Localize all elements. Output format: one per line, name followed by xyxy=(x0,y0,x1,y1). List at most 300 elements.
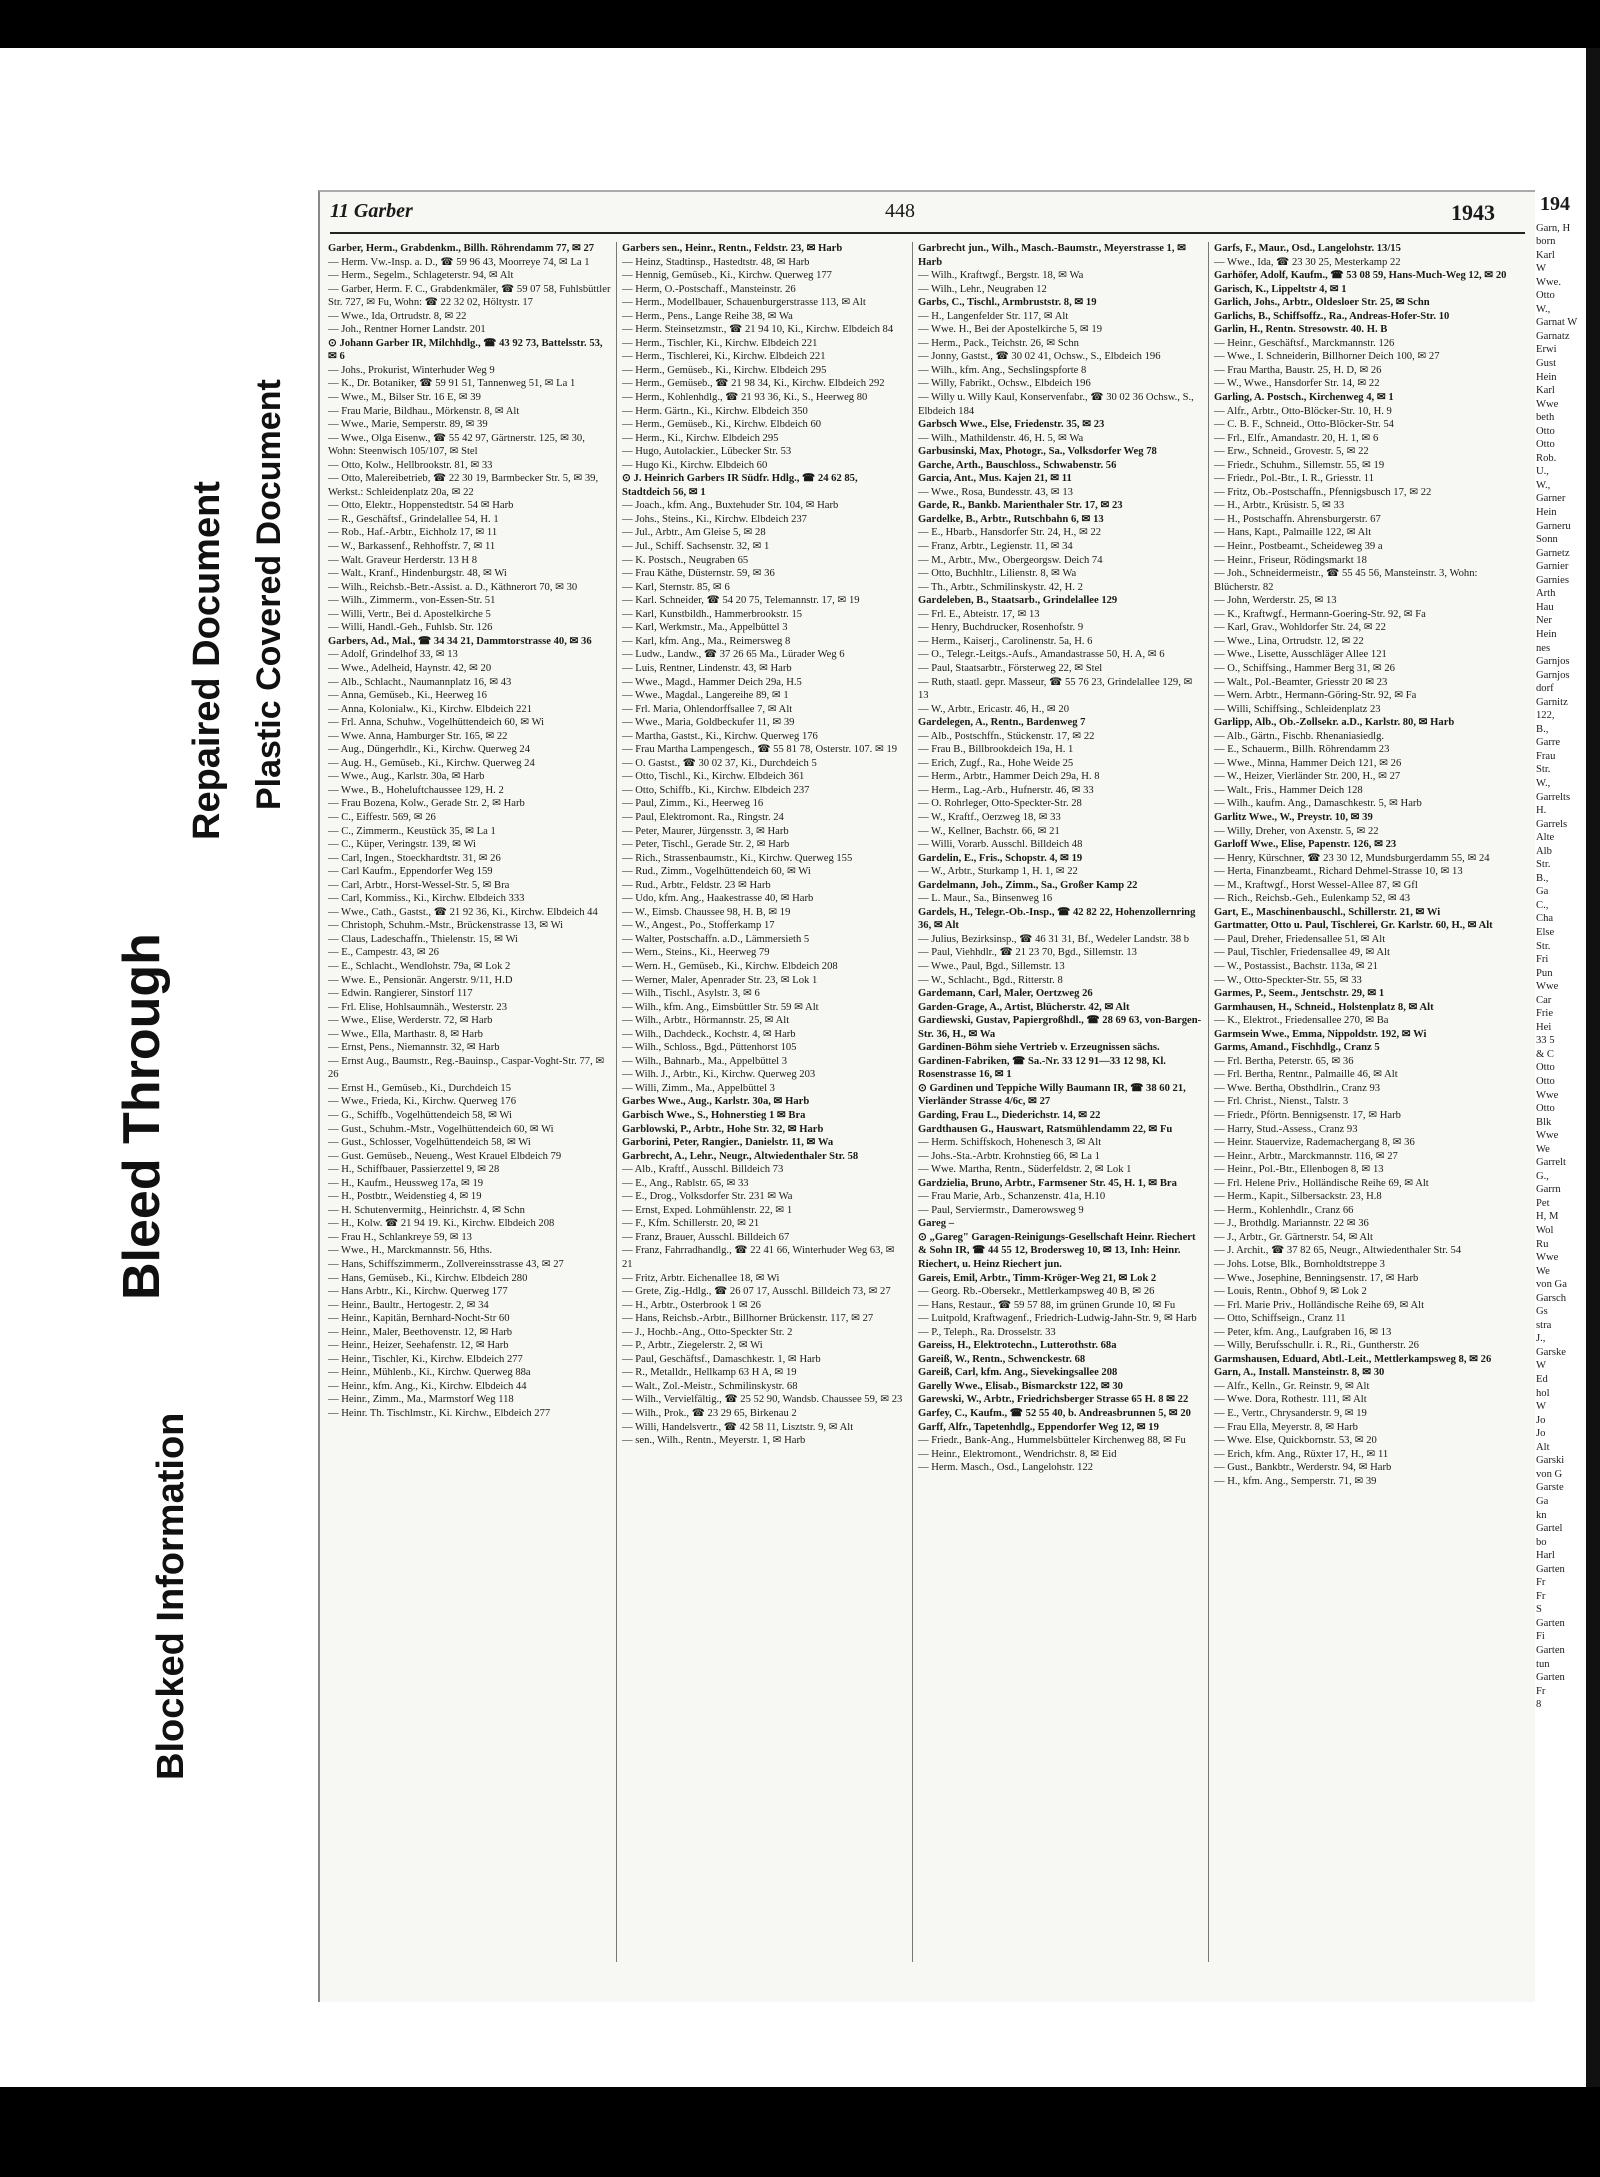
directory-entry: — H., Langenfelder Str. 117, ✉ Alt xyxy=(918,310,1069,322)
directory-entry: Garbes Wwe., Aug., Karlstr. 30a, ✉ Harb xyxy=(622,1096,810,1108)
adjacent-page-line: J., xyxy=(1536,1333,1546,1345)
directory-entry: — Hans, Schiffszimmerm., Zollvereinsstrasse 43, ✉ 27 xyxy=(328,1259,564,1271)
directory-entry: Garbers sen., Heinr., Rentn., Feldstr. 23, ✉ Harb xyxy=(622,243,843,254)
directory-entry: — Gust. Gemüseb., Neueng., West Krauel Elbdeich 79 xyxy=(328,1150,562,1162)
directory-entry: — W., Angest., Po., Stofferkamp 17 xyxy=(622,920,775,932)
directory-entry: — Wilh., Schloss., Bgd., Püttenhorst 105 xyxy=(622,1042,797,1054)
directory-entry: — Paul, Elektromont. Ra., Ringstr. 24 xyxy=(622,811,784,823)
directory-entry: Garff, Alfr., Tapetenhdlg., Eppendorfer Weg 12, ✉ 19 xyxy=(918,1421,1159,1433)
adjacent-page-line: Garner xyxy=(1536,493,1566,505)
directory-entry: Garling, A. Postsch., Kirchenweg 4, ✉ 1 xyxy=(1214,392,1394,404)
directory-entry: — Heinr., Friseur, Rödingsmarkt 18 xyxy=(1214,554,1367,566)
adjacent-page-line: Otto xyxy=(1536,439,1555,451)
directory-entry: — E., Drog., Volksdorfer Str. 231 ✉ Wa xyxy=(622,1191,793,1203)
directory-entry: Garblowski, P., Arbtr., Hohe Str. 32, ✉ Harb xyxy=(622,1123,824,1135)
directory-entry: — W., Arbtr., Ericastr. 46, H., ✉ 20 xyxy=(918,703,1070,715)
directory-entry: — Herm., Gemüseb., ☎ 21 98 34, Ki., Kirchw. Elbdeich 292 xyxy=(622,378,885,390)
adjacent-page-line: beth xyxy=(1536,412,1555,424)
adjacent-page-line: Wwe xyxy=(1536,981,1559,993)
adjacent-page-line: Otto xyxy=(1536,290,1555,302)
directory-entry: — H., Arbtr., Krüsistr. 5, ✉ 33 xyxy=(1214,500,1345,512)
adjacent-page-line: H, M xyxy=(1536,1211,1559,1223)
directory-entry: — Alb., Schlacht., Naumannplatz 16, ✉ 43 xyxy=(328,676,512,688)
adjacent-page-line: Wwe xyxy=(1536,1089,1559,1101)
directory-entry: — Otto, Schiffb., Ki., Kirchw. Elbdeich 237 xyxy=(622,784,810,796)
directory-entry: — Paul, Tischler, Friedensallee 49, ✉ Alt xyxy=(1214,947,1390,959)
directory-entry: — Friedr., Schuhm., Sillemstr. 55, ✉ 19 xyxy=(1214,459,1385,471)
directory-entry: — Paul, Zimm., Ki., Heerweg 16 xyxy=(622,798,764,810)
adjacent-page-line: Otto xyxy=(1536,1103,1555,1115)
directory-entry: — Joach., kfm. Ang., Buxtehuder Str. 104, ✉ Harb xyxy=(622,500,839,512)
directory-entry: Garbrecht, A., Lehr., Neugr., Altwiedenthaler Str. 58 xyxy=(622,1150,859,1162)
directory-entry: — E., Schlacht., Wendlohstr. 79a, ✉ Lok 2 xyxy=(328,960,511,972)
directory-entry: — Rud., Arbtr., Feldstr. 23 ✉ Harb xyxy=(622,879,771,891)
directory-entry: — Herm, O.-Postschaff., Mansteinstr. 26 xyxy=(622,283,796,295)
directory-entry: — E., Ang., Rablstr. 65, ✉ 33 xyxy=(622,1177,749,1189)
directory-entry: — Th., Arbtr., Schmilinskystr. 42, H. 2 xyxy=(918,581,1083,593)
directory-entry: — Wwe., Magd., Hammer Deich 29a, H.5 xyxy=(622,676,802,688)
adjacent-page-line: Garneru xyxy=(1536,520,1571,532)
directory-entry: — Wwe. Bertha, Obsthdlrin., Cranz 93 xyxy=(1214,1082,1381,1094)
directory-entry: — Wern. H., Gemüseb., Ki., Kirchw. Elbdeich 208 xyxy=(622,960,838,972)
adjacent-page-line: Jo xyxy=(1536,1428,1546,1440)
directory-entry: — W., Otto-Speckter-Str. 55, ✉ 33 xyxy=(1214,974,1362,986)
directory-entry: Garding, Frau L., Diederichstr. 14, ✉ 22 xyxy=(918,1110,1101,1121)
directory-entry: — Johs., Prokurist, Winterhuder Weg 9 xyxy=(328,364,495,376)
directory-entry: — Heinz, Stadtinsp., Hastedtstr. 48, ✉ Harb xyxy=(622,256,810,268)
adjacent-page-line: 122, xyxy=(1536,710,1555,722)
directory-entry: — W., Eimsb. Chaussee 98, H. B, ✉ 19 xyxy=(622,906,791,918)
directory-entry: — Wwe., Ella, Marthastr. 8, ✉ Harb xyxy=(328,1028,483,1040)
adjacent-page-line: W., xyxy=(1536,777,1551,789)
adjacent-page-line: Garnat W xyxy=(1536,317,1578,329)
directory-entry: Gardelin, E., Fris., Schopstr. 4, ✉ 19 xyxy=(918,852,1083,864)
header-year: 1943 xyxy=(1451,200,1495,225)
directory-entry: — Frau Marie, Bildhau., Mörkenstr. 8, ✉ Alt xyxy=(328,405,520,417)
adjacent-page-line: Gs xyxy=(1536,1306,1548,1318)
label-repaired-document: Repaired Document xyxy=(186,481,228,840)
adjacent-page-line: Garsch xyxy=(1536,1292,1567,1304)
directory-entry: — Herm., Kohlenhdlr., Cranz 66 xyxy=(1214,1204,1354,1216)
directory-entry: — Wwe., I. Schneiderin, Billhorner Deich 100, ✉ 27 xyxy=(1214,351,1440,363)
directory-entry: — Wwe., Cath., Gastst., ☎ 21 92 36, Ki., Kirchw. Elbdeich 44 xyxy=(328,906,598,918)
directory-entry: — Herm., Gemüseb., Ki., Kirchw. Elbdeich 295 xyxy=(622,364,827,376)
directory-entry: — Wilh., Lehr., Neugraben 12 xyxy=(918,283,1047,295)
directory-entry: — J., Brothdlg. Mariannstr. 22 ✉ 36 xyxy=(1214,1218,1369,1230)
directory-entry: — Wwe., Aug., Karlstr. 30a, ✉ Harb xyxy=(328,771,485,783)
directory-entry: — Wwe. Anna, Hamburger Str. 165, ✉ 22 xyxy=(328,730,508,742)
directory-entry: — Wilh., Reichsb.-Betr.-Assist. a. D., Käthnerort 70, ✉ 30 xyxy=(328,581,578,593)
directory-entry: — Willy, Berufsschullr. i. R., Ri., Guntherstr. 26 xyxy=(1214,1340,1419,1352)
directory-entry: — Herm., Tischlerei, Ki., Kirchw. Elbdeich 221 xyxy=(622,351,826,363)
adjacent-page-line: 8 xyxy=(1536,1699,1542,1711)
directory-entry: — Frau Marie, Arb., Schanzenstr. 41a, H.10 xyxy=(918,1191,1106,1203)
directory-entry: — Wilh., Bahnarb., Ma., Appelbüttel 3 xyxy=(622,1055,788,1067)
directory-entry: Garfey, C., Kaufm., ☎ 52 55 40, b. Andreasbrunnen 5, ✉ 20 xyxy=(918,1408,1191,1420)
directory-entry: — Frl., Elfr., Amandastr. 20, H. 1, ✉ 6 xyxy=(1214,432,1379,444)
directory-entry: — Wwe. Dora, Rothestr. 111, ✉ Alt xyxy=(1214,1394,1367,1406)
adjacent-page-year: 194 xyxy=(1540,193,1570,215)
header-rule xyxy=(330,232,1525,234)
directory-entry: — Frau Martha Lampengesch., ☎ 55 81 78, Osterstr. 107. ✉ 19 xyxy=(622,744,898,756)
directory-entry: — Hans, Gemüseb., Ki., Kirchw. Elbdeich 280 xyxy=(328,1272,528,1284)
adjacent-page-line: Ga xyxy=(1536,886,1549,898)
directory-entry: — Otto, Malereibetrieb, ☎ 22 30 19, Barmbecker Str. 5, ✉ 39, Werkst.: Schleidenplatz 20a, ✉ 22 xyxy=(328,473,599,498)
adjacent-page-line: Alt xyxy=(1536,1441,1550,1453)
label-plastic-covered-document: Plastic Covered Document xyxy=(250,379,288,810)
directory-entry: — Carl, Arbtr., Horst-Wessel-Str. 5, ✉ Bra xyxy=(328,879,510,891)
directory-entry: Gardelke, B., Arbtr., Rutschbahn 6, ✉ 13 xyxy=(918,513,1104,525)
directory-entry: — Hugo Ki., Kirchw. Elbdeich 60 xyxy=(622,459,768,471)
directory-entry: — Jonny, Gastst., ☎ 30 02 41, Ochsw., S., Elbdeich 196 xyxy=(918,351,1161,363)
directory-entry: — Frau Bozena, Kolw., Gerade Str. 2, ✉ Harb xyxy=(328,798,525,810)
directory-entry: — Heinr., Arbtr., Marckmannstr. 116, ✉ 27 xyxy=(1214,1150,1398,1162)
directory-entry: — Adolf, Grindelhof 33, ✉ 13 xyxy=(328,649,458,661)
adjacent-page-line: Frau xyxy=(1536,750,1556,762)
adjacent-page-line: Garn, H xyxy=(1536,222,1571,234)
directory-entry: Gareiss, H., Elektrotechn., Lutterothstr. 68a xyxy=(918,1340,1117,1352)
adjacent-page-line: stra xyxy=(1536,1319,1552,1331)
adjacent-page-line: Otto xyxy=(1536,1062,1555,1074)
directory-entry: — Carl, Ingen., Stoeckhardtstr. 31, ✉ 26 xyxy=(328,852,501,864)
directory-entry: — Joh., Rentner Horner Landstr. 201 xyxy=(328,324,486,336)
directory-entry: Garmes, P., Seem., Jentschstr. 29, ✉ 1 xyxy=(1214,988,1385,1000)
directory-entry: — Herm., Pack., Teichstr. 26, ✉ Schn xyxy=(918,337,1079,349)
directory-entry: — Johs.-Sta.-Arbtr. Krohnstieg 66, ✉ La 1 xyxy=(918,1150,1100,1162)
directory-entry: — Wwe., Josephine, Benningsenstr. 17, ✉ Harb xyxy=(1214,1272,1419,1284)
directory-entry: — W., Schlacht., Bgd., Ritterstr. 8 xyxy=(918,974,1063,986)
adjacent-page-line: Ed xyxy=(1536,1374,1548,1386)
directory-entry: — Fritz, Arbtr. Eichenallee 18, ✉ Wi xyxy=(622,1272,780,1284)
adjacent-page-line: Garnetz xyxy=(1536,547,1570,559)
directory-entry: — Garber, Herm. F. C., Grabdenkmäler, ☎ 59 07 58, Fuhlsbüttler Str. 727, ✉ Fu, Wohn: ☎ 22 32 02, Höltystr. 17 xyxy=(328,283,611,309)
directory-entry: — Heinr., Heizer, Seehafenstr. 12, ✉ Harb xyxy=(328,1340,509,1352)
directory-entry: — Rud., Zimm., Vogelhüttendeich 60, ✉ Wi xyxy=(622,866,811,878)
directory-entry: — Paul, Serviermstr., Damerowsweg 9 xyxy=(918,1204,1084,1216)
directory-entry: — Frau Käthe, Düsternstr. 59, ✉ 36 xyxy=(622,568,775,580)
directory-entry: — Wilh. J., Arbtr., Ki., Kirchw. Querweg 203 xyxy=(622,1069,816,1081)
directory-entry: — Heinr., Baultr., Hertogestr. 2, ✉ 34 xyxy=(328,1299,489,1311)
directory-entry: — Gust., Schuhm.-Mstr., Vogelhüttendeich 60, ✉ Wi xyxy=(328,1123,554,1135)
directory-entry: — K. Postsch., Neugraben 65 xyxy=(622,554,749,566)
directory-entry: Garelly Wwe., Elisab., Bismarckstr 122, ✉ 30 xyxy=(918,1380,1123,1392)
directory-entry: — Grete, Zig.-Hdlg., ☎ 26 07 17, Ausschl. Billdeich 73, ✉ 27 xyxy=(622,1286,891,1298)
adjacent-page-line: Ga xyxy=(1536,1495,1549,1507)
directory-entry: — Erich, kfm. Ang., Rüxter 17, H., ✉ 11 xyxy=(1214,1448,1389,1460)
directory-entry: — Joh., Schneidermeistr., ☎ 55 45 56, Mansteinstr. 3, Wohn: Blücherstr. 82 xyxy=(1214,568,1478,593)
directory-entry: — Herm., Kaiserj., Carolinenstr. 5a, H. 6 xyxy=(918,635,1093,647)
directory-entry: — Willi, Schiffsing., Schleidenplatz 23 xyxy=(1214,703,1381,715)
directory-entry: — Heinr., Elektromont., Wendrichstr. 8, ✉ Eid xyxy=(918,1448,1117,1460)
directory-entry: — K., Elektrot., Friedensallee 270, ✉ Ba xyxy=(1214,1015,1389,1027)
adjacent-page-line: Otto xyxy=(1536,425,1555,437)
directory-entry: Garbisch Wwe., S., Hohnerstieg 1 ✉ Bra xyxy=(622,1110,806,1121)
adjacent-page-line: B., xyxy=(1536,723,1549,735)
directory-entry: — H., Postbtr., Weidenstieg 4, ✉ 19 xyxy=(328,1191,482,1203)
directory-entry: — Otto, Elektr., Hoppenstedtstr. 54 ✉ Harb xyxy=(328,500,514,512)
directory-entry: — Wwe., Frieda, Ki., Kirchw. Querweg 176 xyxy=(328,1096,516,1108)
directory-entry: Garbsch Wwe., Else, Friedenstr. 35, ✉ 23 xyxy=(918,419,1105,431)
directory-entry: Garmsein Wwe., Emma, Nippoldstr. 192, ✉ Wi xyxy=(1214,1028,1427,1040)
directory-entry: — H., Kolw. ☎ 21 94 19. Ki., Kirchw. Elbdeich 208 xyxy=(328,1218,555,1230)
directory-entry: — Heinr., Geschäftsf., Marckmannstr. 126 xyxy=(1214,337,1395,349)
adjacent-page-line: W xyxy=(1536,1401,1546,1413)
directory-entry: — Wwe., Ida, ☎ 23 30 25, Mesterkamp 22 xyxy=(1214,256,1401,268)
adjacent-page-line: Garrn xyxy=(1536,1184,1561,1196)
directory-entry: — Otto, Buchhltr., Lilienstr. 8, ✉ Wa xyxy=(918,568,1077,580)
directory-entry: — Herm., Pens., Lange Reihe 38, ✉ Wa xyxy=(622,310,793,322)
adjacent-page-line: tun xyxy=(1536,1658,1550,1670)
directory-entry: Gardiewski, Gustav, Papiergroßhdl., ☎ 28 69 63, von-Bargen-Str. 36, H., ✉ Wa xyxy=(918,1015,1202,1040)
directory-entry: Gareis, Emil, Arbtr., Timm-Kröger-Weg 21, ✉ Lok 2 xyxy=(918,1272,1157,1284)
directory-entry: — Jul., Schiff. Sachsenstr. 32, ✉ 1 xyxy=(622,541,770,553)
directory-entry: — Carl Kaufm., Eppendorfer Weg 159 xyxy=(328,866,493,878)
directory-entry: — Herm. Gärtn., Ki., Kirchw. Elbdeich 350 xyxy=(622,405,808,417)
adjacent-page-line: C., xyxy=(1536,899,1549,911)
adjacent-page-line: Garski xyxy=(1536,1455,1565,1467)
directory-entry: — Walt., Kranf., Hindenburgstr. 48, ✉ Wi xyxy=(328,568,507,580)
adjacent-page-line: Erwi xyxy=(1536,344,1557,356)
directory-entry: — Harry, Stud.-Assess., Cranz 93 xyxy=(1214,1123,1358,1135)
column-2 xyxy=(622,242,906,1962)
adjacent-page-line: Fr xyxy=(1536,1577,1546,1589)
adjacent-page-line: W xyxy=(1536,1360,1546,1372)
directory-entry: — Wwe., Ida, Ortrudstr. 8, ✉ 22 xyxy=(328,310,467,322)
directory-entry: — G., Schiffb., Vogelhüttendeich 58, ✉ Wi xyxy=(328,1110,512,1121)
directory-entry: — Martha, Gastst., Ki., Kirchw. Querweg 176 xyxy=(622,730,818,742)
directory-entry: Garborini, Peter, Rangier., Danielstr. 11, ✉ Wa xyxy=(622,1137,834,1149)
directory-entry: — W., Barkassenf., Rehhoffstr. 7, ✉ 11 xyxy=(328,541,496,553)
directory-entry: — Heinr., Zimm., Ma., Marmstorf Weg 118 xyxy=(328,1394,514,1406)
directory-entry: — Ludw., Landw., ☎ 37 26 65 Ma., Lürader Weg 6 xyxy=(622,649,845,661)
adjacent-page-line: Blk xyxy=(1536,1116,1552,1128)
directory-entry: — W., Postassist., Bachstr. 113a, ✉ 21 xyxy=(1214,960,1378,972)
directory-entry: — Edwin. Rangierer, Sinstorf 117 xyxy=(328,988,473,1000)
adjacent-page-line: Rob. xyxy=(1536,452,1557,464)
scan-top-border xyxy=(0,0,1600,48)
directory-entry: — Wwe., B., Hoheluftchaussee 129, H. 2 xyxy=(328,784,504,796)
directory-entry: — Ernst, Exped. Lohmühlenstr. 22, ✉ 1 xyxy=(622,1204,793,1216)
directory-entry: — Ernst Aug., Baumstr., Reg.-Bauinsp., Caspar-Voght-Str. 77, ✉ 26 xyxy=(328,1055,605,1081)
directory-entry: — H., Kaufm., Heussweg 17a, ✉ 19 xyxy=(328,1177,484,1189)
directory-entry: — Heinr., Tischler, Ki., Kirchw. Elbdeich 277 xyxy=(328,1353,523,1365)
directory-entry: — Otto, Tischl., Ki., Kirchw. Elbdeich 361 xyxy=(622,771,805,783)
directory-entry: — Alfr., Kelln., Gr. Reinstr. 9, ✉ Alt xyxy=(1214,1380,1370,1392)
adjacent-page-line: Str. xyxy=(1536,764,1551,776)
label-bleed-through: Bleed Through xyxy=(113,933,171,1300)
adjacent-page-lines xyxy=(1536,222,1586,1712)
directory-entry: — Gust., Schlosser, Vogelhüttendeich 58, ✉ Wi xyxy=(328,1137,531,1149)
adjacent-page-line: Str. xyxy=(1536,859,1551,871)
directory-entry: — P., Arbtr., Ziegelerstr. 2, ✉ Wi xyxy=(622,1340,763,1352)
adjacent-page-line: G., xyxy=(1536,1170,1549,1182)
adjacent-page-line: Hein xyxy=(1536,628,1557,640)
directory-entry: — Friedr., Pförtn. Bennigsenstr. 17, ✉ Harb xyxy=(1214,1110,1401,1121)
directory-entry: — Willi, Handelsvertr., ☎ 42 58 11, Lisztstr. 9, ✉ Alt xyxy=(622,1421,854,1433)
directory-entry: — Erw., Schneid., Grovestr. 5, ✉ 22 xyxy=(1214,446,1369,458)
adjacent-page-line: Hei xyxy=(1536,1021,1552,1033)
directory-entry: — John, Werderstr. 25, ✉ 13 xyxy=(1214,595,1337,607)
directory-entry: — Heinr., Maler, Beethovenstr. 12, ✉ Harb xyxy=(328,1326,513,1338)
directory-entry: — Christoph, Schuhm.-Mstr., Brückenstrasse 13, ✉ Wi xyxy=(328,920,564,932)
directory-entry: — Alb., Postschffn., Stückenstr. 17, ✉ 22 xyxy=(918,730,1095,742)
adjacent-page-line: bo xyxy=(1536,1536,1547,1548)
directory-entry: — Willy, Dreher, von Axenstr. 5, ✉ 22 xyxy=(1214,825,1379,837)
directory-entry: — H., Schiffbauer, Passierzettel 9, ✉ 28 xyxy=(328,1164,500,1176)
directory-entry: — Herm., Segelm., Schlageterstr. 94, ✉ Alt xyxy=(328,270,514,282)
directory-entry: — Wilh., Mathildenstr. 46, H. 5, ✉ Wa xyxy=(918,432,1084,444)
adjacent-page-line: Fr xyxy=(1536,1590,1546,1602)
directory-entry: — Frl. Marie Priv., Holländische Reihe 69, ✉ Alt xyxy=(1214,1299,1425,1311)
adjacent-page-line: B., xyxy=(1536,872,1549,884)
adjacent-page-line: W., xyxy=(1536,303,1551,315)
adjacent-page-line: 33 5 xyxy=(1536,1035,1555,1047)
directory-entry: — Wilh., kaufm. Ang., Damaschkestr. 5, ✉ Harb xyxy=(1214,798,1422,810)
directory-entry: Gardthausen G., Hauswart, Ratsmühlendamm 22, ✉ Fu xyxy=(918,1123,1173,1135)
scan-right-border xyxy=(1586,48,1600,2088)
directory-entry: — sen., Wilh., Rentn., Meyerstr. 1, ✉ Harb xyxy=(622,1435,806,1447)
directory-entry: — Erich, Zugf., Ra., Hohe Weide 25 xyxy=(918,757,1074,769)
directory-entry: — Wilh., Prok., ☎ 23 29 65, Birkenau 2 xyxy=(622,1408,797,1420)
directory-entry: Gardelegen, A., Rentn., Bardenweg 7 xyxy=(918,717,1086,729)
directory-entry: Garlich, Johs., Arbtr., Oldesloer Str. 25, ✉ Schn xyxy=(1214,297,1430,309)
adjacent-page-line: Alte xyxy=(1536,832,1555,844)
page-header xyxy=(330,200,1525,230)
adjacent-page-line: U., xyxy=(1536,466,1549,478)
directory-entry: — Luitpold, Kraftwagenf., Friedrich-Ludwig-Jahn-Str. 9, ✉ Harb xyxy=(918,1313,1197,1325)
directory-entry: — Ernst H., Gemüseb., Ki., Durchdeich 15 xyxy=(328,1082,512,1094)
directory-entry: — Wwe., Magdal., Langereihe 89, ✉ 1 xyxy=(622,690,789,702)
directory-entry: Garbusinski, Max, Photogr., Sa., Volksdorfer Weg 78 xyxy=(918,446,1157,458)
directory-entry: — Wwe. H., Bei der Apostelkirche 5, ✉ 19 xyxy=(918,324,1103,336)
directory-entry: — Carl, Kommiss., Ki., Kirchw. Elbdeich 333 xyxy=(328,893,525,905)
directory-entry: — J., Arbtr., Gr. Gärtnerstr. 54, ✉ Alt xyxy=(1214,1231,1373,1243)
directory-entry: — J. Archit., ☎ 37 82 65, Neugr., Altwiedenthaler Str. 54 xyxy=(1214,1245,1462,1257)
directory-entry: — Willy, Fabrikt., Ochsw., Elbdeich 196 xyxy=(918,378,1091,390)
adjacent-page-line: hol xyxy=(1536,1387,1550,1399)
directory-entry: — E., Hbarb., Hansdorfer Str. 24, H., ✉ 22 xyxy=(918,527,1102,539)
directory-entry: — Ruth, staatl. gepr. Masseur, ☎ 55 76 23, Grindelallee 129, ✉ 13 xyxy=(918,676,1193,702)
adjacent-page-line: Gust xyxy=(1536,358,1557,370)
directory-entry: — Friedr., Bank-Ang., Hummelsbütteler Kirchenweg 88, ✉ Fu xyxy=(918,1435,1186,1447)
directory-entry: — Karl, Kunstbildh., Hammerbrookstr. 15 xyxy=(622,608,803,620)
directory-entry: — Karl, kfm. Ang., Ma., Reimersweg 8 xyxy=(622,635,791,647)
directory-entry: Garhöfer, Adolf, Kaufm., ☎ 53 08 59, Hans-Much-Weg 12, ✉ 20 xyxy=(1214,270,1507,282)
adjacent-page-line: Fr xyxy=(1536,1685,1546,1697)
adjacent-page-line: Alb xyxy=(1536,845,1552,857)
directory-entry: — Franz, Arbtr., Legienstr. 11, ✉ 34 xyxy=(918,541,1073,553)
directory-entry: ⊙ Gardinen und Teppiche Willy Baumann IR, ☎ 38 60 21, Vierländer Strasse 4/6c, ✉ 27 xyxy=(918,1082,1186,1108)
directory-entry: — Hans, Restaur., ☎ 59 57 88, im grünen Grunde 10, ✉ Fu xyxy=(918,1299,1176,1311)
directory-entry: — Willy u. Willy Kaul, Konservenfabr., ☎ 30 02 36 Ochsw., S., Elbdeich 184 xyxy=(918,392,1194,417)
side-labels xyxy=(113,290,300,1790)
adjacent-page-line: Wwe xyxy=(1536,398,1559,410)
directory-entry: — Walt., Zol.-Meistr., Schmilinskystr. 68 xyxy=(622,1380,798,1392)
directory-entry: Garde, R., Bankb. Marienthaler Str. 17, ✉ 23 xyxy=(918,500,1123,512)
directory-entry: — Henry, Buchdrucker, Rosenhofstr. 9 xyxy=(918,622,1084,634)
adjacent-page-line: W., xyxy=(1536,479,1551,491)
adjacent-page-line: Jo xyxy=(1536,1414,1546,1426)
directory-entry: — O., Schiffsing., Hammer Berg 31, ✉ 26 xyxy=(1214,662,1395,674)
directory-entry: — Wwe., Maria, Goldbeckufer 11, ✉ 39 xyxy=(622,717,795,729)
directory-entry: Gardels, H., Telegr.-Ob.-Insp., ☎ 42 82 22, Hohenzollernring 36, ✉ Alt xyxy=(918,906,1196,932)
directory-entry: — Gust., Bankbtr., Werderstr. 94, ✉ Harb xyxy=(1214,1462,1392,1474)
directory-entry: Garfs, F., Maur., Osd., Langelohstr. 13/15 xyxy=(1214,243,1401,254)
adjacent-page-line: Garnier xyxy=(1536,561,1569,573)
directory-entry: Gareiß, Carl, kfm. Ang., Sievekingsallee 208 xyxy=(918,1367,1118,1379)
adjacent-page-line: Pet xyxy=(1536,1197,1550,1209)
directory-entry: — Johs. Lotse, Blk., Bornholdtstreppe 3 xyxy=(1214,1259,1385,1271)
directory-entry: Garlin, H., Rentn. Stresowstr. 40. H. B xyxy=(1214,324,1388,336)
directory-entry: — H., Postschaffn. Ahrensburgerstr. 67 xyxy=(1214,513,1381,525)
directory-entry: — Herm. Masch., Osd., Langelohstr. 122 xyxy=(918,1462,1094,1474)
directory-entry: Gareiß, W., Rentn., Schwenckestr. 68 xyxy=(918,1353,1086,1365)
adjacent-page-line: Garre xyxy=(1536,737,1561,749)
directory-entry: — Wilh., Tischl., Asylstr. 3, ✉ 6 xyxy=(622,988,760,1000)
directory-entry: — Herm. Steinsetzmstr., ☎ 21 94 10, Ki., Kirchw. Elbdeich 84 xyxy=(622,324,894,336)
directory-entry: — Karl. Schneider, ☎ 54 20 75, Telemannstr. 17, ✉ 19 xyxy=(622,595,860,607)
adjacent-page-line: Garten xyxy=(1536,1644,1565,1656)
directory-entry: — L. Maur., Sa., Binsenweg 16 xyxy=(918,893,1053,905)
directory-entry: — J., Hochb.-Ang., Otto-Speckter Str. 2 xyxy=(622,1326,793,1338)
directory-entry: — Heinr., Postbeamt., Scheideweg 39 a xyxy=(1214,541,1383,553)
directory-entry: — Karl, Werkmstr., Ma., Appelbüttel 3 xyxy=(622,622,788,634)
directory-entry: — Louis, Rentn., Obhof 9, ✉ Lok 2 xyxy=(1214,1286,1367,1298)
directory-entry: — R., Geschäftsf., Grindelallee 54, H. 1 xyxy=(328,513,499,525)
label-blocked-information: Blocked Information xyxy=(150,1412,192,1780)
directory-entry: — W., Kraftf., Oerzweg 18, ✉ 33 xyxy=(918,811,1061,823)
directory-entry: — Wwe., H., Marckmannstr. 56, Hths. xyxy=(328,1245,492,1257)
directory-entry: — Peter, Maurer, Jürgensstr. 3, ✉ Harb xyxy=(622,825,789,837)
directory-entry: — Karl, Sternstr. 85, ✉ 6 xyxy=(622,581,730,593)
directory-entry: Garlitz Wwe., W., Preystr. 10, ✉ 39 xyxy=(1214,811,1373,823)
adjacent-page-line: H. xyxy=(1536,805,1547,817)
directory-entry: — Frl. Bertha, Rentnr., Palmaille 46, ✉ Alt xyxy=(1214,1069,1398,1081)
adjacent-page-line: Fi xyxy=(1536,1631,1545,1643)
directory-entry: — O. Gastst., ☎ 30 02 37, Ki., Durchdeich 5 xyxy=(622,757,817,769)
directory-entry: — Wern. Arbtr., Hermann-Göring-Str. 92, ✉ Fa xyxy=(1214,690,1417,702)
adjacent-page-line: Wol xyxy=(1536,1225,1554,1237)
adjacent-page-line: Hein xyxy=(1536,507,1557,519)
directory-entry: — H., Arbtr., Osterbrook 1 ✉ 26 xyxy=(622,1299,761,1311)
header-left: 11 Garber xyxy=(330,200,413,222)
directory-entry: — Rich., Strassenbaumstr., Ki., Kirchw. Querweg 155 xyxy=(622,852,853,864)
directory-entry: — Wwe., Olga Eisenw., ☎ 55 42 97, Gärtnerstr. 125, ✉ 30, Wohn: Steenwisch 105/107, ✉ Stel xyxy=(328,432,585,458)
directory-entry: — Herm., Gemüseb., Ki., Kirchw. Elbdeich 60 xyxy=(622,419,822,431)
directory-entry: — Wwe. Else, Quickbornstr. 53, ✉ 20 xyxy=(1214,1435,1377,1447)
adjacent-page-line: & C xyxy=(1536,1048,1554,1060)
adjacent-page-line: Karl xyxy=(1536,249,1555,261)
scan-bottom-border xyxy=(0,2087,1600,2177)
directory-entry: — Jul., Arbtr., Am Gleise 5, ✉ 28 xyxy=(622,527,766,539)
directory-entry: — Walt. Graveur Herderstr. 13 H 8 xyxy=(328,554,477,566)
column-1 xyxy=(328,242,612,1962)
directory-entry: — Franz, Brauer, Ausschl. Billdeich 67 xyxy=(622,1231,790,1243)
adjacent-page-line: Frie xyxy=(1536,1008,1554,1020)
directory-entry: — H. Schutenvermitg., Heinrichstr. 4, ✉ Schn xyxy=(328,1204,525,1216)
directory-entry: — Alfr., Arbtr., Otto-Blöcker-Str. 10, H. 9 xyxy=(1214,405,1392,417)
directory-entry: — Wilh., kfm. Ang., Sechslingspforte 8 xyxy=(918,364,1087,376)
directory-entry: — Fritz, Ob.-Postschaffn., Pfennigsbusch 17, ✉ 22 xyxy=(1214,486,1432,498)
adjacent-page-line: kn xyxy=(1536,1509,1547,1521)
directory-entry: — Frau B., Billbrookdeich 19a, H. 1 xyxy=(918,744,1074,756)
directory-entry: — E., Schauerm., Billh. Röhrendamm 23 xyxy=(1214,744,1390,756)
directory-entry: — Frl. Anna, Schuhw., Vogelhüttendeich 60, ✉ Wi xyxy=(328,717,545,729)
directory-entry: — O. Rohrleger, Otto-Speckter-Str. 28 xyxy=(918,798,1082,810)
directory-entry: — Claus, Ladeschaffn., Thielenstr. 15, ✉ Wi xyxy=(328,933,518,945)
directory-entry: — Wilh., Arbtr., Hörmannstr. 25, ✉ Alt xyxy=(622,1015,790,1027)
directory-entry: — Herm. Schiffskoch, Hohenesch 3, ✉ Alt xyxy=(918,1137,1102,1149)
